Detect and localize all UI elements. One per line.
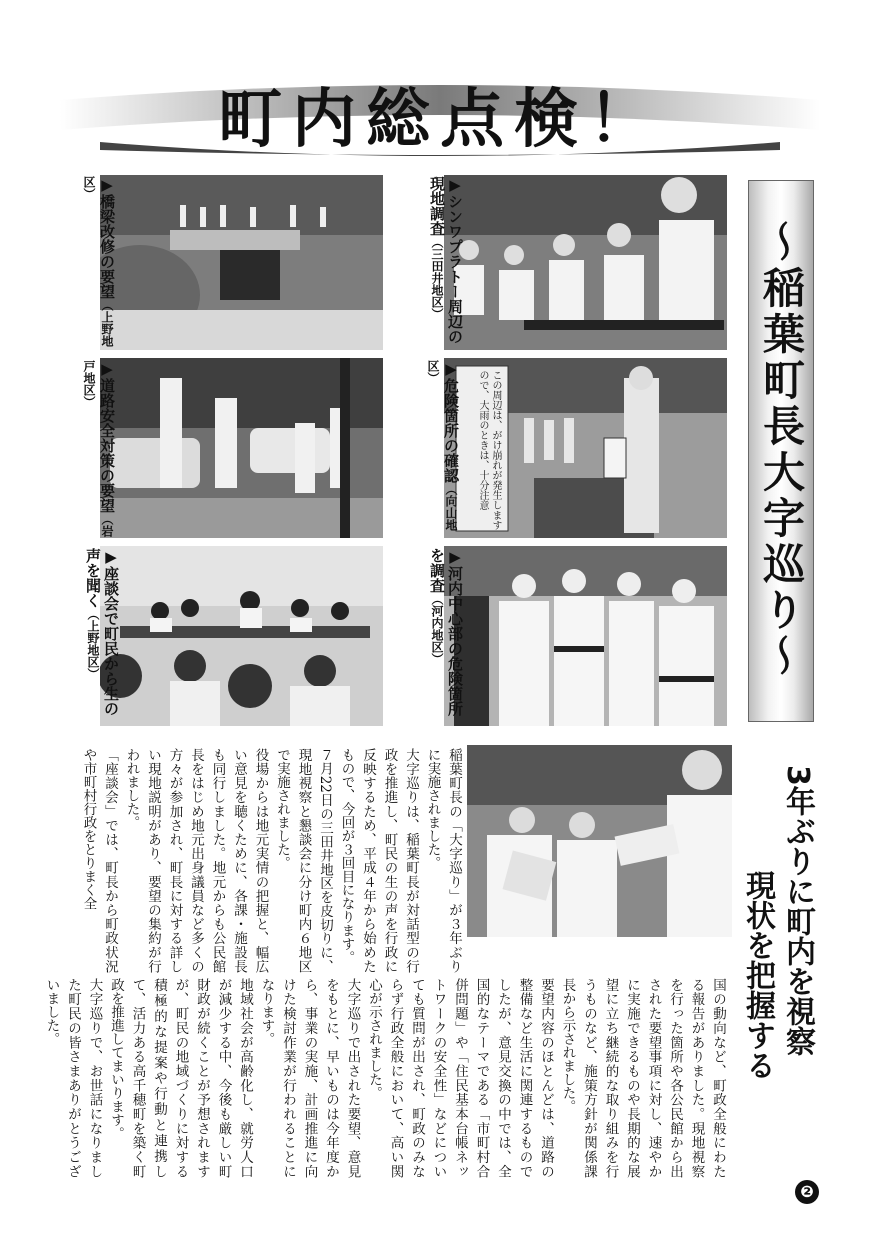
photo-meeting xyxy=(100,546,383,726)
caption-danger-text: ▶危険箇所の確認 xyxy=(442,360,460,483)
caption-kawachi-text: ▶河内中心部の危険箇所を調査 xyxy=(428,548,464,716)
caption-meeting-area: （上野地区） xyxy=(86,608,100,680)
caption-meeting xyxy=(80,548,120,728)
caption-synaptra-text: ▶シンワプラトー周辺の現地調査 xyxy=(428,176,464,344)
caption-road-text: ▶道路安全対策の要望 xyxy=(98,360,116,513)
photo-kawachi xyxy=(444,546,727,726)
caption-bridge-text: ▶橋梁改修の要望 xyxy=(98,176,116,299)
caption-kawachi-area: （河内地区） xyxy=(430,593,444,665)
caption-danger-area: （向山地区） xyxy=(426,360,458,531)
title-banner xyxy=(60,60,820,170)
caption-road xyxy=(80,360,116,540)
body-text-lower: 国の動向など、町政全般にわたる報告がありました。現地視察を行った箇所や各公民館から出された要望事項に対し、速やかに実施できるものや長期的な展望に立ち継続的な取り組みを行うものなど、施策方針が関係課長から示されました。 要望内容のほとんどは、道路の整備など生活に関連するものでしたが、意見交換の中では、全国的なテーマである「市町村合併問題」や「住民基本台帳ネットワークの安全性」などについても質問が出され、町政のみならず行政全般において、高い関心が示されました。 大字巡りで出された要望、意見をもとに、早いものは今年度から、事業の実施、計画推進に向けた検討作業が行われることになります。 地域社会が高齢化し、就労人口が減少する中、今後も厳しい町財政が続くことが予想されますが、町民の地域づくりに対する積極的な提案や行動と連携して、活力ある高千穂町を築く町政を推進してまいります。 大字巡りで、お世話になりました町民の皆さまありがとうございました。 xyxy=(43,978,726,1178)
photo-synaptra xyxy=(444,175,727,350)
photo-bridge xyxy=(100,175,383,350)
caption-road-area: （岩戸地区） xyxy=(82,360,114,537)
headline-2: 現状を把握する xyxy=(740,870,775,1080)
caption-danger xyxy=(424,360,460,540)
warning-sign-text: この周辺は、がけ崩れが発生しますので、大雨のときは、十分注意 xyxy=(477,370,501,530)
series-title-scroll xyxy=(748,180,814,722)
series-title: ～稲葉町長大字巡り～ xyxy=(757,220,806,680)
caption-bridge-area: （上野地区） xyxy=(82,176,114,347)
photo-danger xyxy=(444,358,727,538)
photo-road xyxy=(100,358,383,538)
caption-kawachi xyxy=(424,548,464,728)
photo-inspection xyxy=(467,745,732,937)
body-text-upper: 稲葉町長の「大字巡り」が３年ぶりに実施されました。 大字巡りは、稲葉町長が対話型の行政を推進し、町民の生の声を行政に反映するため、平成４年から始めたもので、今回が３回目になります。 ７月22日の三田井地区を皮切りに、現地視察と懇談会に分け町内６地区で実施されました。 役場からは地元実情の把握と、幅広い意見を聴くために、各課・施設長も同行しました。地元からも公民館長をはじめ地元出身議員など多くの方々が参加され、町長に対する詳しい現地説明があり、要望の集約が行われました。 「座談会」では、町長から町政状況や市町村行政をとりまく全 xyxy=(80,748,462,973)
headline-1: 3年ぶりに町内を視察 xyxy=(780,765,815,1056)
caption-meeting-text: ▶座談会で町民から生の声を聞く xyxy=(84,548,120,716)
caption-bridge xyxy=(80,176,116,351)
page-number: ❷ xyxy=(795,1180,819,1204)
page-title: 町内総点検！ xyxy=(218,83,662,157)
caption-synaptra-area: （三田井地区） xyxy=(430,236,444,320)
caption-synaptra xyxy=(424,176,464,351)
